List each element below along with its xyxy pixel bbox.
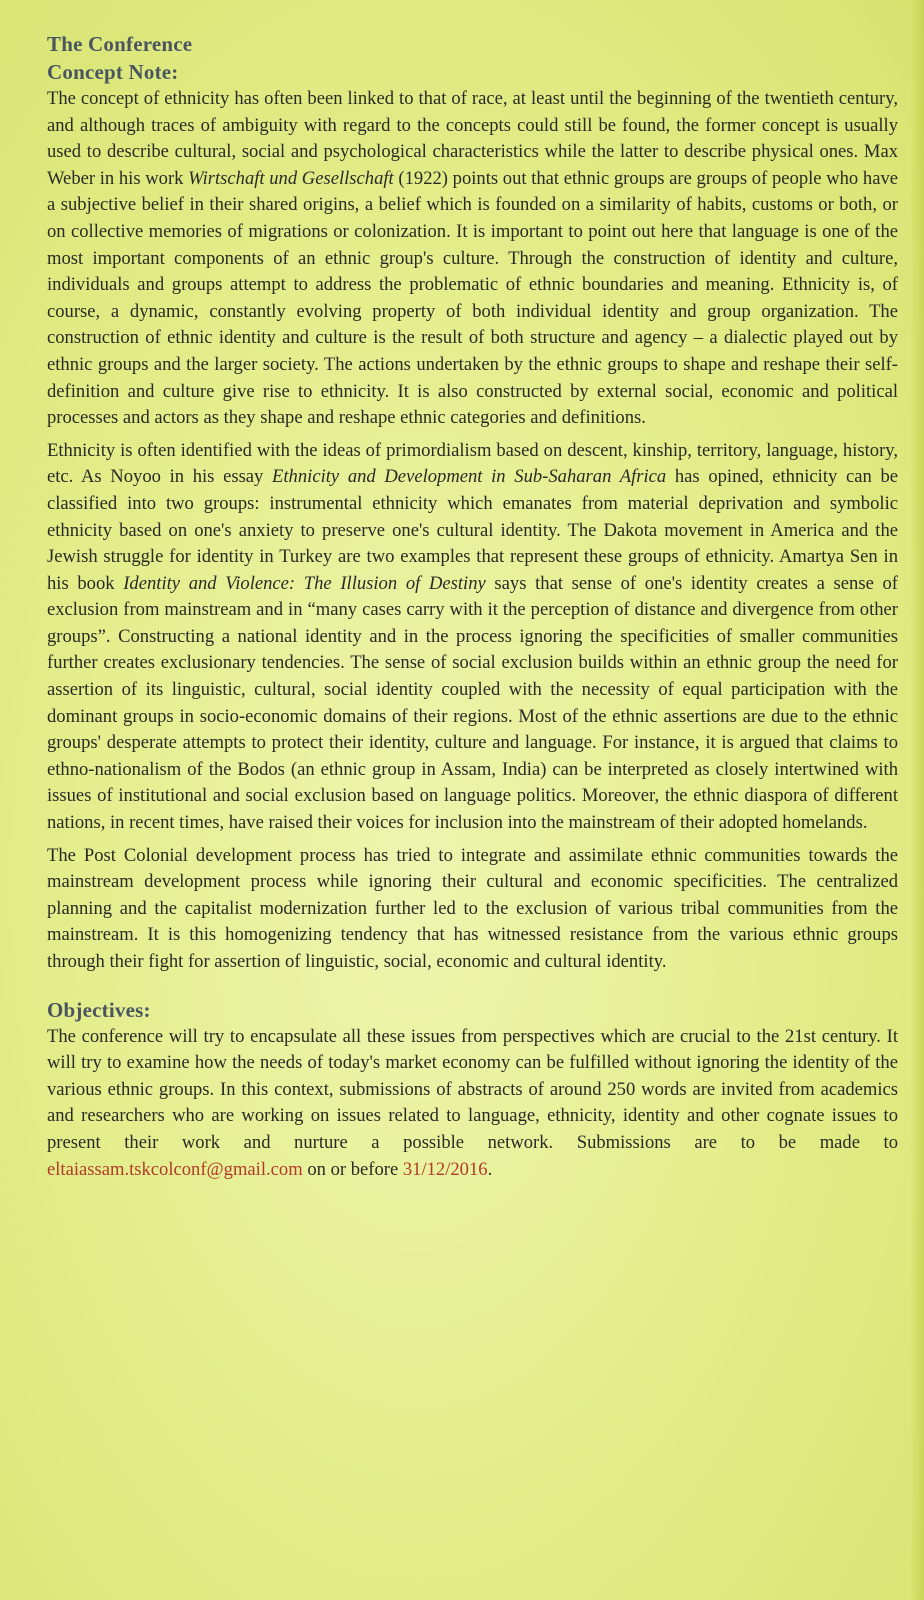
essay-title: Ethnicity and Development in Sub-Saharan Africa bbox=[272, 466, 667, 488]
p2-text-c: says that sense of one's identity creates a sense of exclusion from mainstream and in “many cases carry with it the perception of distance and divergence from other groups”. Constructing a national identity and in the process ignoring the specificities of smaller communities further creates exclusionary tendencies. The sense of social exclusion builds within an ethnic group the need for assertion of its linguistic, cultural, social identity coupled with the necessity of equal participation with the dominant groups in socio-economic domains of their regions. Most of the ethnic assertions are due to the ethnic groups' desperate attempts to protect their identity, culture and language. For instance, it is argued that claims to ethno-nationalism of the Bodos (an ethnic group in Assam, India) can be interpreted as closely intertwined with issues of institutional and social exclusion based on language politics. Moreover, the ethnic diaspora of different nations, in recent times, have raised their voices for inclusion into the mainstream of their adopted homelands. bbox=[47, 572, 898, 834]
book-title: Identity and Violence: The Illusion of Destiny bbox=[123, 572, 486, 594]
p4-text-b: on or before bbox=[302, 1158, 403, 1180]
work-title: Wirtschaft und Gesellschaft bbox=[188, 167, 394, 189]
conference-title: The Conference bbox=[47, 32, 193, 56]
concept-paragraph-2 bbox=[47, 438, 898, 837]
p1-text-b: (1922) points out that ethnic groups are groups of people who have a subjective belief in their shared origins, a belief which is founded on a similarity of habits, customs or both, or on collective memories of migrations or colonization. It is important to point out here that language is one of the most important components of an ethnic group's culture. Through the construction of identity and culture, individuals and groups attempt to address the problematic of ethnic boundaries and meaning. Ethnicity is, of course, a dynamic, constantly evolving property of both individual identity and group organization. The construction of ethnic identity and culture is the result of both structure and agency – a dialectic played out by ethnic groups and the larger society. The actions undertaken by the ethnic groups to shape and reshape their self-definition and culture give rise to ethnicity. It is also constructed by external social, economic and political processes and actors as they shape and reshape ethnic categories and definitions. bbox=[47, 167, 898, 429]
concept-note-heading: Concept Note: bbox=[47, 60, 179, 84]
p4-text-a: The conference will try to encapsulate all these issues from perspectives which are crucial to the 21st century. It will try to examine how the needs of today's market economy can be fulfilled without ignoring the identity of the various ethnic groups. In this context, submissions of abstracts of around 250 words are invited from academics and researchers who are working on issues related to language, ethnicity, identity and other cognate issues to present their work and nurture a possible network. Submissions are to be made to bbox=[47, 1025, 898, 1153]
p4-text-c: . bbox=[487, 1158, 493, 1180]
p2-text-b: has opined, ethnicity can be classified into two groups: instrumental ethnicity which emanates from material deprivation and symbolic ethnicity based on one's anxiety to preserve one's cultural identity. The Dakota movement in America and the Jewish struggle for identity in Turkey are two examples that represent these groups of ethnicity. Amartya Sen in his book bbox=[47, 466, 898, 594]
concept-paragraph-3: The Post Colonial development process has tried to integrate and assimilate ethnic communities towards the mainstream development process while ignoring their cultural and economic specificities. The centralized planning and the capitalist modernization further led to the exclusion of various tribal communities from the mainstream. It is this homogenizing tendency that has witnessed resistance from the various ethnic groups through their fight for assertion of linguistic, social, economic and cultural identity. bbox=[47, 844, 898, 972]
p2-text-a: Ethnicity is often identified with the ideas of primordialism based on descent, kinship, territory, language, history, etc. As Noyoo in his essay bbox=[47, 439, 898, 488]
page-edge-shadow bbox=[910, 0, 924, 1600]
objectives-paragraph bbox=[47, 1024, 898, 1184]
concept-paragraph-1 bbox=[47, 86, 898, 432]
objectives-heading: Objectives: bbox=[47, 997, 151, 1022]
p1-text-a: The concept of ethnicity has often been linked to that of race, at least until the beginning of the twentieth century, and although traces of ambiguity with regard to the concepts could still be found, the former concept is usually used to describe cultural, social and psychological characteristics while the latter to describe physical ones. Max Weber in his work bbox=[47, 88, 898, 189]
deadline-date: 31/12/2016 bbox=[402, 1158, 488, 1180]
contact-email-link[interactable]: eltaiassam.tskcolconf@gmail.com bbox=[47, 1158, 303, 1180]
